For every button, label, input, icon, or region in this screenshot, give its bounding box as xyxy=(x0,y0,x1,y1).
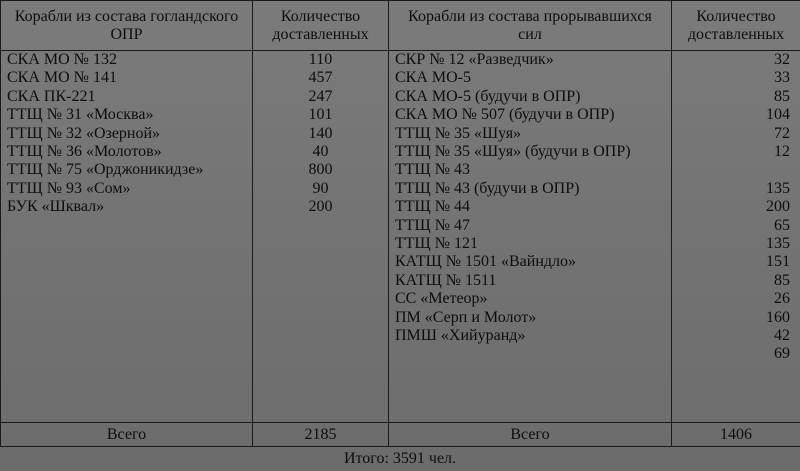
gogland-counts-cell xyxy=(253,51,389,423)
header-breakthrough-count: Количество доставленных xyxy=(672,1,800,51)
ship-count: 135 xyxy=(766,179,790,197)
ship-count: 457 xyxy=(308,69,333,87)
ship-count: 151 xyxy=(766,253,790,271)
ship-name: ТТЩ № 93 «Сом» xyxy=(7,179,131,197)
ship-name: ПМШ «Хийуранд» xyxy=(395,327,526,345)
ship-count: 200 xyxy=(766,198,790,216)
ship-count: 110 xyxy=(308,51,333,68)
ship-count: 40 xyxy=(312,143,329,161)
ship-count: 72 xyxy=(774,124,790,142)
ship-name: ТТЩ № 75 «Орджоникидзе» xyxy=(7,161,204,179)
ship-count: 26 xyxy=(774,290,790,308)
totals-row xyxy=(1,423,800,447)
ship-count: 85 xyxy=(774,271,790,289)
ship-count: 200 xyxy=(308,198,333,216)
body-row xyxy=(1,51,800,423)
ship-name: СКР № 12 «Разведчик» xyxy=(395,51,554,68)
breakthrough-total-label: Всего xyxy=(389,423,672,447)
ship-name: КАТЩ № 1501 «Вайндло» xyxy=(395,253,577,271)
ship-count: 12 xyxy=(774,143,790,161)
ship-name: ТТЩ № 47 xyxy=(395,216,470,234)
ship-count: 85 xyxy=(774,87,790,105)
ship-name: ТТЩ № 35 «Шуя» xyxy=(395,124,522,142)
ship-name: ТТЩ № 43 xyxy=(395,161,470,179)
ship-count: 140 xyxy=(308,124,333,142)
ship-name: СКА МО-5 (будучи в ОПР) xyxy=(395,87,581,105)
grand-total: Итого: 3591 чел. xyxy=(343,450,457,467)
header-row xyxy=(1,1,800,51)
ship-name: БУК «Шквал» xyxy=(7,198,105,216)
breakthrough-total-value: 1406 xyxy=(672,423,800,447)
ship-name: ТТЩ № 121 xyxy=(395,235,478,253)
header-gogland-count: Количество доставленных xyxy=(253,1,389,51)
ship-count: 32 xyxy=(774,51,790,68)
ship-count: 42 xyxy=(774,327,790,345)
ship-name: СКА МО № 141 xyxy=(7,69,117,87)
ship-name: ТТЩ № 43 (будучи в ОПР) xyxy=(395,179,580,197)
ship-count: 69 xyxy=(774,345,790,363)
ship-name: СС «Метеор» xyxy=(395,290,488,308)
gogland-names-cell xyxy=(1,51,253,423)
breakthrough-counts-cell xyxy=(672,51,800,423)
ship-name: СКА МО № 507 (будучи в ОПР) xyxy=(395,106,615,124)
ship-count: 135 xyxy=(766,235,790,253)
ship-name: ТТЩ № 36 «Молотов» xyxy=(7,143,162,161)
ship-count: 247 xyxy=(308,87,333,105)
ship-count: 101 xyxy=(308,106,333,124)
gogland-total-label: Всего xyxy=(1,423,253,447)
ship-name: ТТЩ № 31 «Москва» xyxy=(7,106,154,124)
ship-count: 65 xyxy=(774,216,790,234)
ship-count: 160 xyxy=(766,308,790,326)
ship-count: 800 xyxy=(308,161,333,179)
ship-name: ТТЩ № 32 «Озерной» xyxy=(7,124,161,142)
header-gogland-ships: Корабли из состава гогландского ОПР xyxy=(1,1,253,51)
ship-count: 90 xyxy=(312,179,329,197)
ship-name: ПМ «Серп и Молот» xyxy=(395,308,537,326)
gogland-total-value: 2185 xyxy=(253,423,389,447)
ship-count: 33 xyxy=(774,69,790,87)
ship-count: 104 xyxy=(766,106,790,124)
ship-name: КАТЩ № 1511 xyxy=(395,271,497,289)
breakthrough-names-cell xyxy=(389,51,672,423)
ship-name: СКА МО № 132 xyxy=(7,51,117,68)
ship-name: ТТЩ № 44 xyxy=(395,198,470,216)
ship-name: ТТЩ № 35 «Шуя» (будучи в ОПР) xyxy=(395,143,631,161)
header-breakthrough-ships: Корабли из состава прорывавшихся сил xyxy=(389,1,672,51)
ship-name: СКА ПК-221 xyxy=(7,87,96,105)
ship-name: СКА МО-5 xyxy=(395,69,472,87)
